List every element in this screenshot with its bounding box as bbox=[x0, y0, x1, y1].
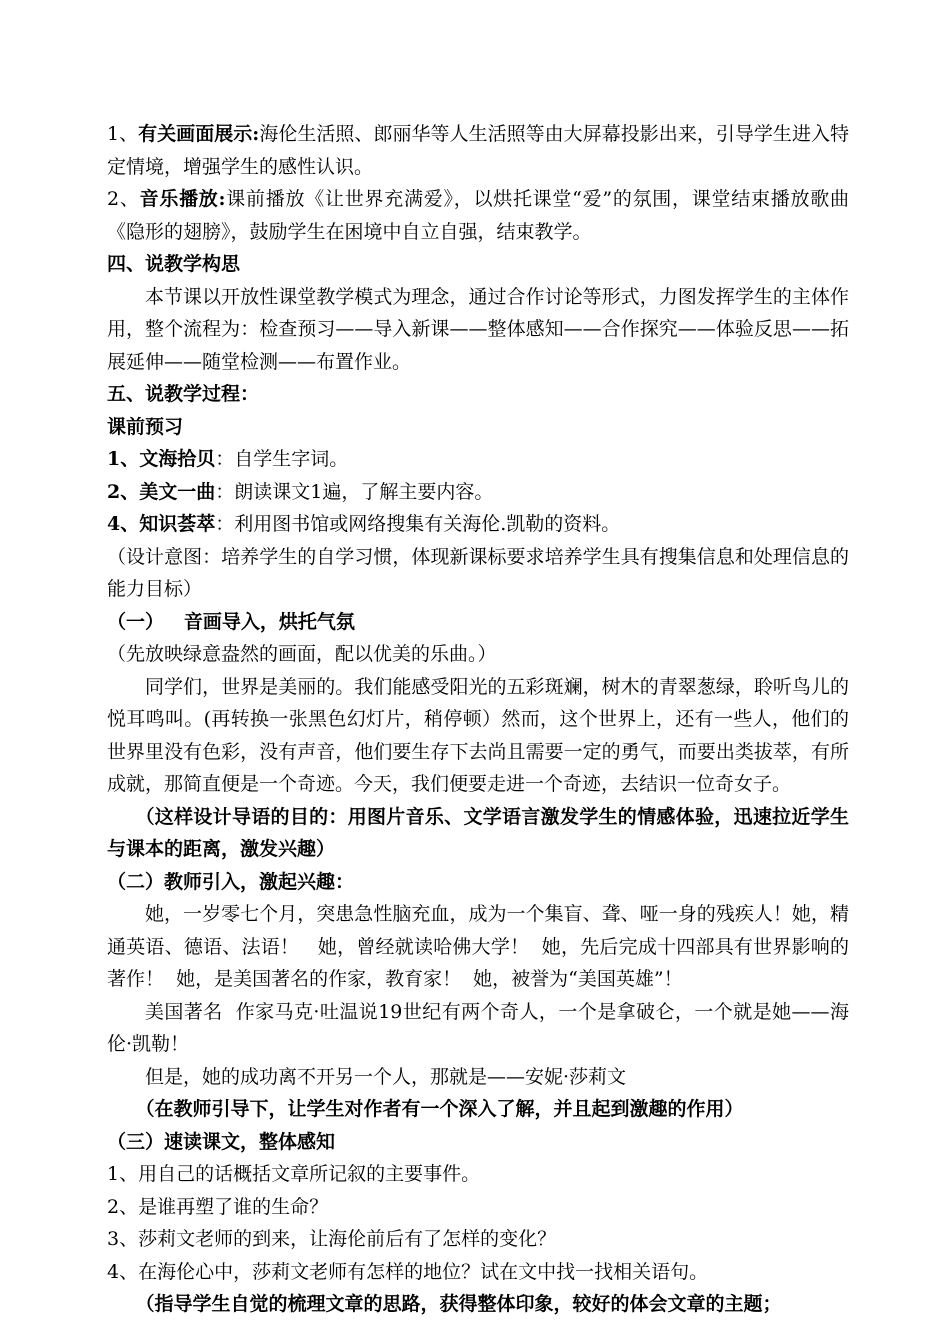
part-2-title: （二）教师引入，激起兴趣： bbox=[107, 870, 355, 893]
part-3-question-1: 1、用自己的话概括文章所记叙的主要事件。 bbox=[107, 1163, 481, 1185]
preview-item-2-num: 2、 bbox=[107, 480, 140, 503]
section-4-body: 本节课以开放性课堂教学模式为理念，通过合作讨论等形式，力图发挥学生的主体作用，整个流程为：检查预习——导入新课——整体感知——合作探究——体验反思——拓展延伸——随堂检测——布置作业。 bbox=[107, 285, 849, 373]
part-3-title: （三）速读课文，整体感知 bbox=[107, 1130, 336, 1153]
preview-item-1-num: 1、 bbox=[107, 448, 140, 470]
part-2-body-1: 她，一岁零七个月，突患急性脑充血，成为一个集盲、聋、哑一身的残疾人！她，精通英语、德语、法语！ 她，曾经就读哈佛大学！ 她，先后完成十四部具有世界影响的著作！ 她，是美国著名的作家，教育家！ 她，被誉为“美国英雄”！ bbox=[107, 903, 849, 990]
preview-item-1-label: 文海拾贝 bbox=[139, 448, 216, 470]
item-2-label: 音乐播放: bbox=[139, 188, 226, 210]
preview-item-4-label: 知识荟萃 bbox=[139, 513, 216, 535]
preview-item-1-text: ：自学生字词。 bbox=[215, 448, 349, 470]
part-3-question-2: 2、是谁再塑了谁的生命？ bbox=[107, 1195, 329, 1218]
item-2-paragraph bbox=[107, 183, 849, 248]
part-1-body: 同学们，世界是美丽的。我们能感受阳光的五彩斑斓，树木的青翠葱绿，聆听鸟儿的悦耳鸣叫。(再转换一张黑色幻灯片，稍停顿）然而，这个世界上，还有一些人，他们的世界里没有色彩，没有声音，他们要生存下去尚且需要一定的勇气，而要出类拔萃，有所成就，那简直便是一个奇迹。今天，我们便要走进一个奇迹，去结识一位奇女子。 bbox=[107, 675, 849, 795]
part-2-body-2: 美国著名 作家马克·吐温说19世纪有两个奇人，一个是拿破仑，一个就是她——海伦·凯勒！ bbox=[107, 1000, 849, 1055]
part-2-design-note: （在教师引导下，让学生对作者有一个深入了解，并且起到激趣的作用） bbox=[135, 1098, 744, 1120]
part-3-design-note: （指导学生自觉的梳理文章的思路，获得整体印象，较好的体会文章的主题； bbox=[135, 1293, 782, 1315]
item-1-text: 海伦生活照、郎丽华等人生活照等由大屏幕投影出来，引导学生进入特定情境，增强学生的感性认识。 bbox=[107, 123, 849, 178]
item-2-num: 2、 bbox=[107, 188, 140, 210]
part-3-question-3: 3、莎莉文老师的到来，让海伦前后有了怎样的变化？ bbox=[107, 1228, 557, 1250]
section-5-title: 五、说教学过程： bbox=[107, 383, 260, 405]
item-1-label: 有关画面展示: bbox=[138, 123, 260, 145]
preview-item-1 bbox=[107, 443, 849, 476]
preview-item-4 bbox=[107, 508, 849, 541]
part-1-title: （一） 音画导入，烘托气氛 bbox=[107, 610, 355, 633]
section-4-title: 四、说教学构思 bbox=[107, 253, 241, 275]
item-2-text: 课前播放《让世界充满爱》，以烘托课堂“爱”的氛围，课堂结束播放歌曲《隐形的翅膀》，鼓励学生在困境中自立自强，结束教学。 bbox=[107, 188, 849, 243]
part-1-note: （先放映绿意盎然的画面，配以优美的乐曲。） bbox=[107, 643, 497, 665]
preview-design-note: （设计意图：培养学生的自学习惯，体现新课标要求培养学生具有搜集信息和处理信息的能力目标） bbox=[107, 545, 849, 600]
item-1-paragraph bbox=[107, 118, 849, 183]
part-3-question-4: 4、在海伦心中，莎莉文老师有怎样的地位？试在文中找一找相关语句。 bbox=[107, 1260, 709, 1283]
preview-item-2 bbox=[107, 476, 849, 509]
preview-item-2-label: 美文一曲 bbox=[139, 480, 216, 503]
item-1-num: 1、 bbox=[107, 123, 139, 145]
preview-item-4-text: ：利用图书馆或网络搜集有关海伦.凯勒的资料。 bbox=[215, 513, 621, 535]
document-page bbox=[107, 118, 849, 1321]
preview-item-4-num: 4、 bbox=[107, 513, 140, 535]
part-2-body-3: 但是，她的成功离不开另一个人，那就是——安妮·莎莉文 bbox=[145, 1065, 627, 1088]
preview-item-2-text: ：朗读课文1遍，了解主要内容。 bbox=[215, 480, 494, 503]
preview-title: 课前预习 bbox=[107, 415, 184, 438]
part-1-design-note: （这样设计导语的目的：用图片音乐、文学语言激发学生的情感体验，迅速拉近学生与课本的距离，激发兴趣） bbox=[107, 805, 849, 860]
